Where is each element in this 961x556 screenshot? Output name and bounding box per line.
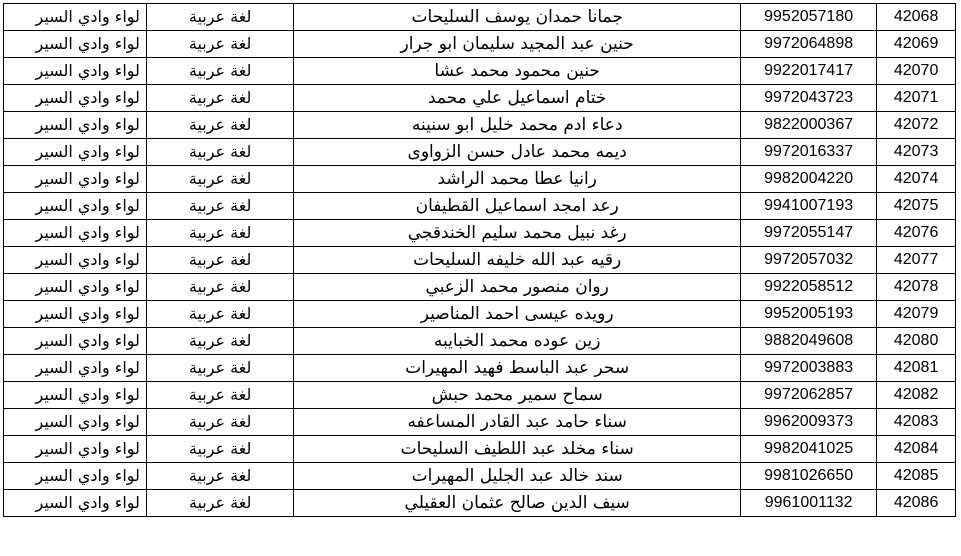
phone-cell: 9961001132: [741, 490, 877, 517]
name-cell: ديمه محمد عادل حسن الزواوى: [294, 139, 741, 166]
table-row: [4, 166, 956, 193]
phone-cell: 9972016337: [741, 139, 877, 166]
language-cell: لغة عربية: [146, 355, 293, 382]
table-row: [4, 112, 956, 139]
phone-cell: 9922058512: [741, 274, 877, 301]
name-cell: حنين محمود محمد عشا: [294, 58, 741, 85]
phone-cell: 9822000367: [741, 112, 877, 139]
id-cell: 42080: [877, 328, 956, 355]
table-row: [4, 409, 956, 436]
district-cell: لواء وادي السير: [4, 193, 147, 220]
phone-cell: 9982004220: [741, 166, 877, 193]
data-table: [3, 3, 956, 517]
language-cell: لغة عربية: [146, 166, 293, 193]
table-row: [4, 328, 956, 355]
id-cell: 42081: [877, 355, 956, 382]
id-cell: 42073: [877, 139, 956, 166]
table-row: [4, 31, 956, 58]
table-row: [4, 301, 956, 328]
id-cell: 42084: [877, 436, 956, 463]
name-cell: زين عوده محمد الخبايبه: [294, 328, 741, 355]
district-cell: لواء وادي السير: [4, 4, 147, 31]
id-cell: 42068: [877, 4, 956, 31]
phone-cell: 9922017417: [741, 58, 877, 85]
district-cell: لواء وادي السير: [4, 274, 147, 301]
name-cell: رويده عيسى احمد المناصير: [294, 301, 741, 328]
phone-cell: 9972062857: [741, 382, 877, 409]
table-row: [4, 355, 956, 382]
name-cell: سناء حامد عبد القادر المساعفه: [294, 409, 741, 436]
language-cell: لغة عربية: [146, 328, 293, 355]
id-cell: 42069: [877, 31, 956, 58]
language-cell: لغة عربية: [146, 58, 293, 85]
id-cell: 42071: [877, 85, 956, 112]
language-cell: لغة عربية: [146, 85, 293, 112]
phone-cell: 9972064898: [741, 31, 877, 58]
table-row: [4, 490, 956, 517]
district-cell: لواء وادي السير: [4, 58, 147, 85]
district-cell: لواء وادي السير: [4, 409, 147, 436]
language-cell: لغة عربية: [146, 139, 293, 166]
phone-cell: 9982041025: [741, 436, 877, 463]
name-cell: روان منصور محمد الزعبي: [294, 274, 741, 301]
district-cell: لواء وادي السير: [4, 301, 147, 328]
district-cell: لواء وادي السير: [4, 382, 147, 409]
language-cell: لغة عربية: [146, 193, 293, 220]
id-cell: 42082: [877, 382, 956, 409]
name-cell: سيف الدين صالح عثمان العقيلي: [294, 490, 741, 517]
name-cell: سحر عبد الباسط فهيد المهيرات: [294, 355, 741, 382]
district-cell: لواء وادي السير: [4, 328, 147, 355]
name-cell: سناء مخلد عبد اللطيف السليحات: [294, 436, 741, 463]
language-cell: لغة عربية: [146, 4, 293, 31]
id-cell: 42072: [877, 112, 956, 139]
language-cell: لغة عربية: [146, 31, 293, 58]
phone-cell: 9972003883: [741, 355, 877, 382]
name-cell: رغد نبيل محمد سليم الخندقجي: [294, 220, 741, 247]
table-row: [4, 220, 956, 247]
table-row: [4, 139, 956, 166]
table-row: [4, 58, 956, 85]
district-cell: لواء وادي السير: [4, 355, 147, 382]
id-cell: 42079: [877, 301, 956, 328]
name-cell: رقيه عبد الله خليفه السليحات: [294, 247, 741, 274]
table-row: [4, 4, 956, 31]
name-cell: ختام اسماعيل علي محمد: [294, 85, 741, 112]
id-cell: 42085: [877, 463, 956, 490]
phone-cell: 9981026650: [741, 463, 877, 490]
district-cell: لواء وادي السير: [4, 166, 147, 193]
id-cell: 42078: [877, 274, 956, 301]
phone-cell: 9972057032: [741, 247, 877, 274]
language-cell: لغة عربية: [146, 382, 293, 409]
language-cell: لغة عربية: [146, 274, 293, 301]
name-cell: جمانا حمدان يوسف السليحات: [294, 4, 741, 31]
name-cell: حنين عبد المجيد سليمان ابو جرار: [294, 31, 741, 58]
id-cell: 42076: [877, 220, 956, 247]
name-cell: سند خالد عبد الجليل المهيرات: [294, 463, 741, 490]
district-cell: لواء وادي السير: [4, 490, 147, 517]
language-cell: لغة عربية: [146, 409, 293, 436]
name-cell: رعد امجد اسماعيل القطيفان: [294, 193, 741, 220]
table-row: [4, 85, 956, 112]
language-cell: لغة عربية: [146, 112, 293, 139]
language-cell: لغة عربية: [146, 490, 293, 517]
id-cell: 42077: [877, 247, 956, 274]
table-row: [4, 382, 956, 409]
language-cell: لغة عربية: [146, 301, 293, 328]
district-cell: لواء وادي السير: [4, 139, 147, 166]
id-cell: 42075: [877, 193, 956, 220]
name-cell: رانيا عطا محمد الراشد: [294, 166, 741, 193]
phone-cell: 9972055147: [741, 220, 877, 247]
phone-cell: 9941007193: [741, 193, 877, 220]
district-cell: لواء وادي السير: [4, 220, 147, 247]
language-cell: لغة عربية: [146, 463, 293, 490]
table-row: [4, 436, 956, 463]
phone-cell: 9962009373: [741, 409, 877, 436]
language-cell: لغة عربية: [146, 220, 293, 247]
id-cell: 42074: [877, 166, 956, 193]
district-cell: لواء وادي السير: [4, 31, 147, 58]
district-cell: لواء وادي السير: [4, 85, 147, 112]
district-cell: لواء وادي السير: [4, 463, 147, 490]
district-cell: لواء وادي السير: [4, 247, 147, 274]
phone-cell: 9952005193: [741, 301, 877, 328]
district-cell: لواء وادي السير: [4, 436, 147, 463]
name-cell: دعاء ادم محمد خليل ابو سنينه: [294, 112, 741, 139]
id-cell: 42083: [877, 409, 956, 436]
table-row: [4, 193, 956, 220]
language-cell: لغة عربية: [146, 436, 293, 463]
table-row: [4, 463, 956, 490]
name-cell: سماح سمير محمد حبش: [294, 382, 741, 409]
phone-cell: 9972043723: [741, 85, 877, 112]
id-cell: 42086: [877, 490, 956, 517]
phone-cell: 9882049608: [741, 328, 877, 355]
id-cell: 42070: [877, 58, 956, 85]
table-row: [4, 274, 956, 301]
district-cell: لواء وادي السير: [4, 112, 147, 139]
table-row: [4, 247, 956, 274]
language-cell: لغة عربية: [146, 247, 293, 274]
phone-cell: 9952057180: [741, 4, 877, 31]
table-body: [4, 4, 956, 517]
